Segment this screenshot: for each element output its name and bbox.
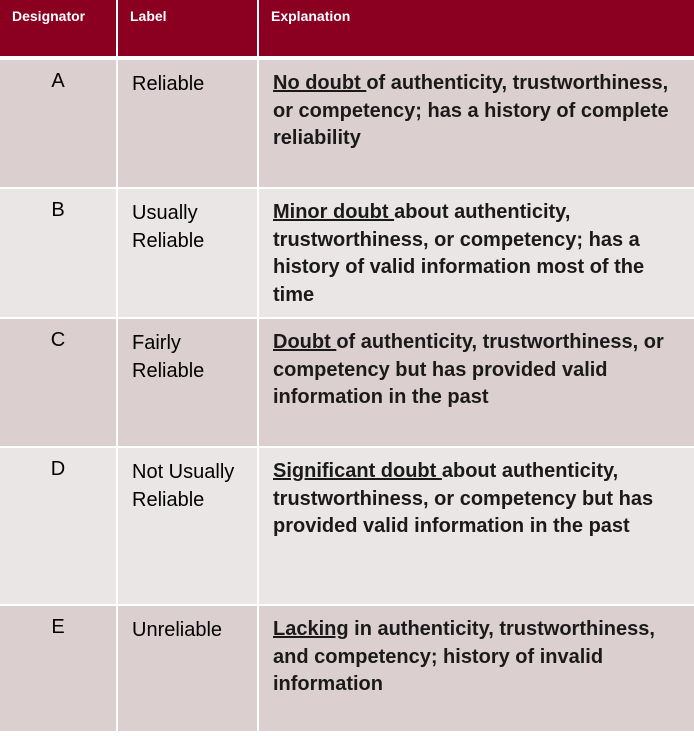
row-designator: C bbox=[0, 318, 117, 447]
row-explanation bbox=[258, 58, 694, 188]
header-explanation: Explanation bbox=[258, 0, 694, 58]
row-designator: D bbox=[0, 447, 117, 605]
header-row bbox=[0, 0, 694, 58]
row-label: Not Usually Reliable bbox=[117, 447, 258, 605]
table-row bbox=[0, 58, 694, 188]
explanation-keyword: Doubt bbox=[273, 331, 337, 353]
explanation-text: about authenticity, trustworthiness, or competency but has provided valid information in the past bbox=[273, 460, 654, 537]
explanation-text: of authenticity, trustworthiness, or competency but has provided valid information in the past bbox=[273, 331, 664, 408]
row-label: Usually Reliable bbox=[117, 188, 258, 318]
row-label: Fairly Reliable bbox=[117, 318, 258, 447]
row-designator: E bbox=[0, 605, 117, 732]
explanation-text: of authenticity, trustworthiness, or competency; has a history of complete reliability bbox=[273, 72, 669, 149]
explanation-keyword: No doubt bbox=[273, 72, 367, 94]
table-body bbox=[0, 58, 694, 732]
table-header bbox=[0, 0, 694, 58]
row-explanation bbox=[258, 188, 694, 318]
header-designator: Designator bbox=[0, 0, 117, 58]
explanation-keyword: Lacking bbox=[273, 618, 349, 640]
row-explanation bbox=[258, 447, 694, 605]
row-explanation bbox=[258, 605, 694, 732]
explanation-keyword: Minor doubt bbox=[273, 201, 395, 223]
row-label: Unreliable bbox=[117, 605, 258, 732]
explanation-text: about authenticity, trustworthiness, or competency; has a history of valid information most of the time bbox=[273, 201, 645, 306]
explanation-keyword: Significant doubt bbox=[273, 460, 442, 482]
explanation-text: in authenticity, trustworthiness, and competency; history of invalid information bbox=[273, 618, 655, 695]
row-designator: A bbox=[0, 58, 117, 188]
table-row bbox=[0, 188, 694, 318]
header-label: Label bbox=[117, 0, 258, 58]
row-label: Reliable bbox=[117, 58, 258, 188]
table-row bbox=[0, 318, 694, 447]
row-explanation bbox=[258, 318, 694, 447]
table-row bbox=[0, 605, 694, 732]
table-row bbox=[0, 447, 694, 605]
row-designator: B bbox=[0, 188, 117, 318]
